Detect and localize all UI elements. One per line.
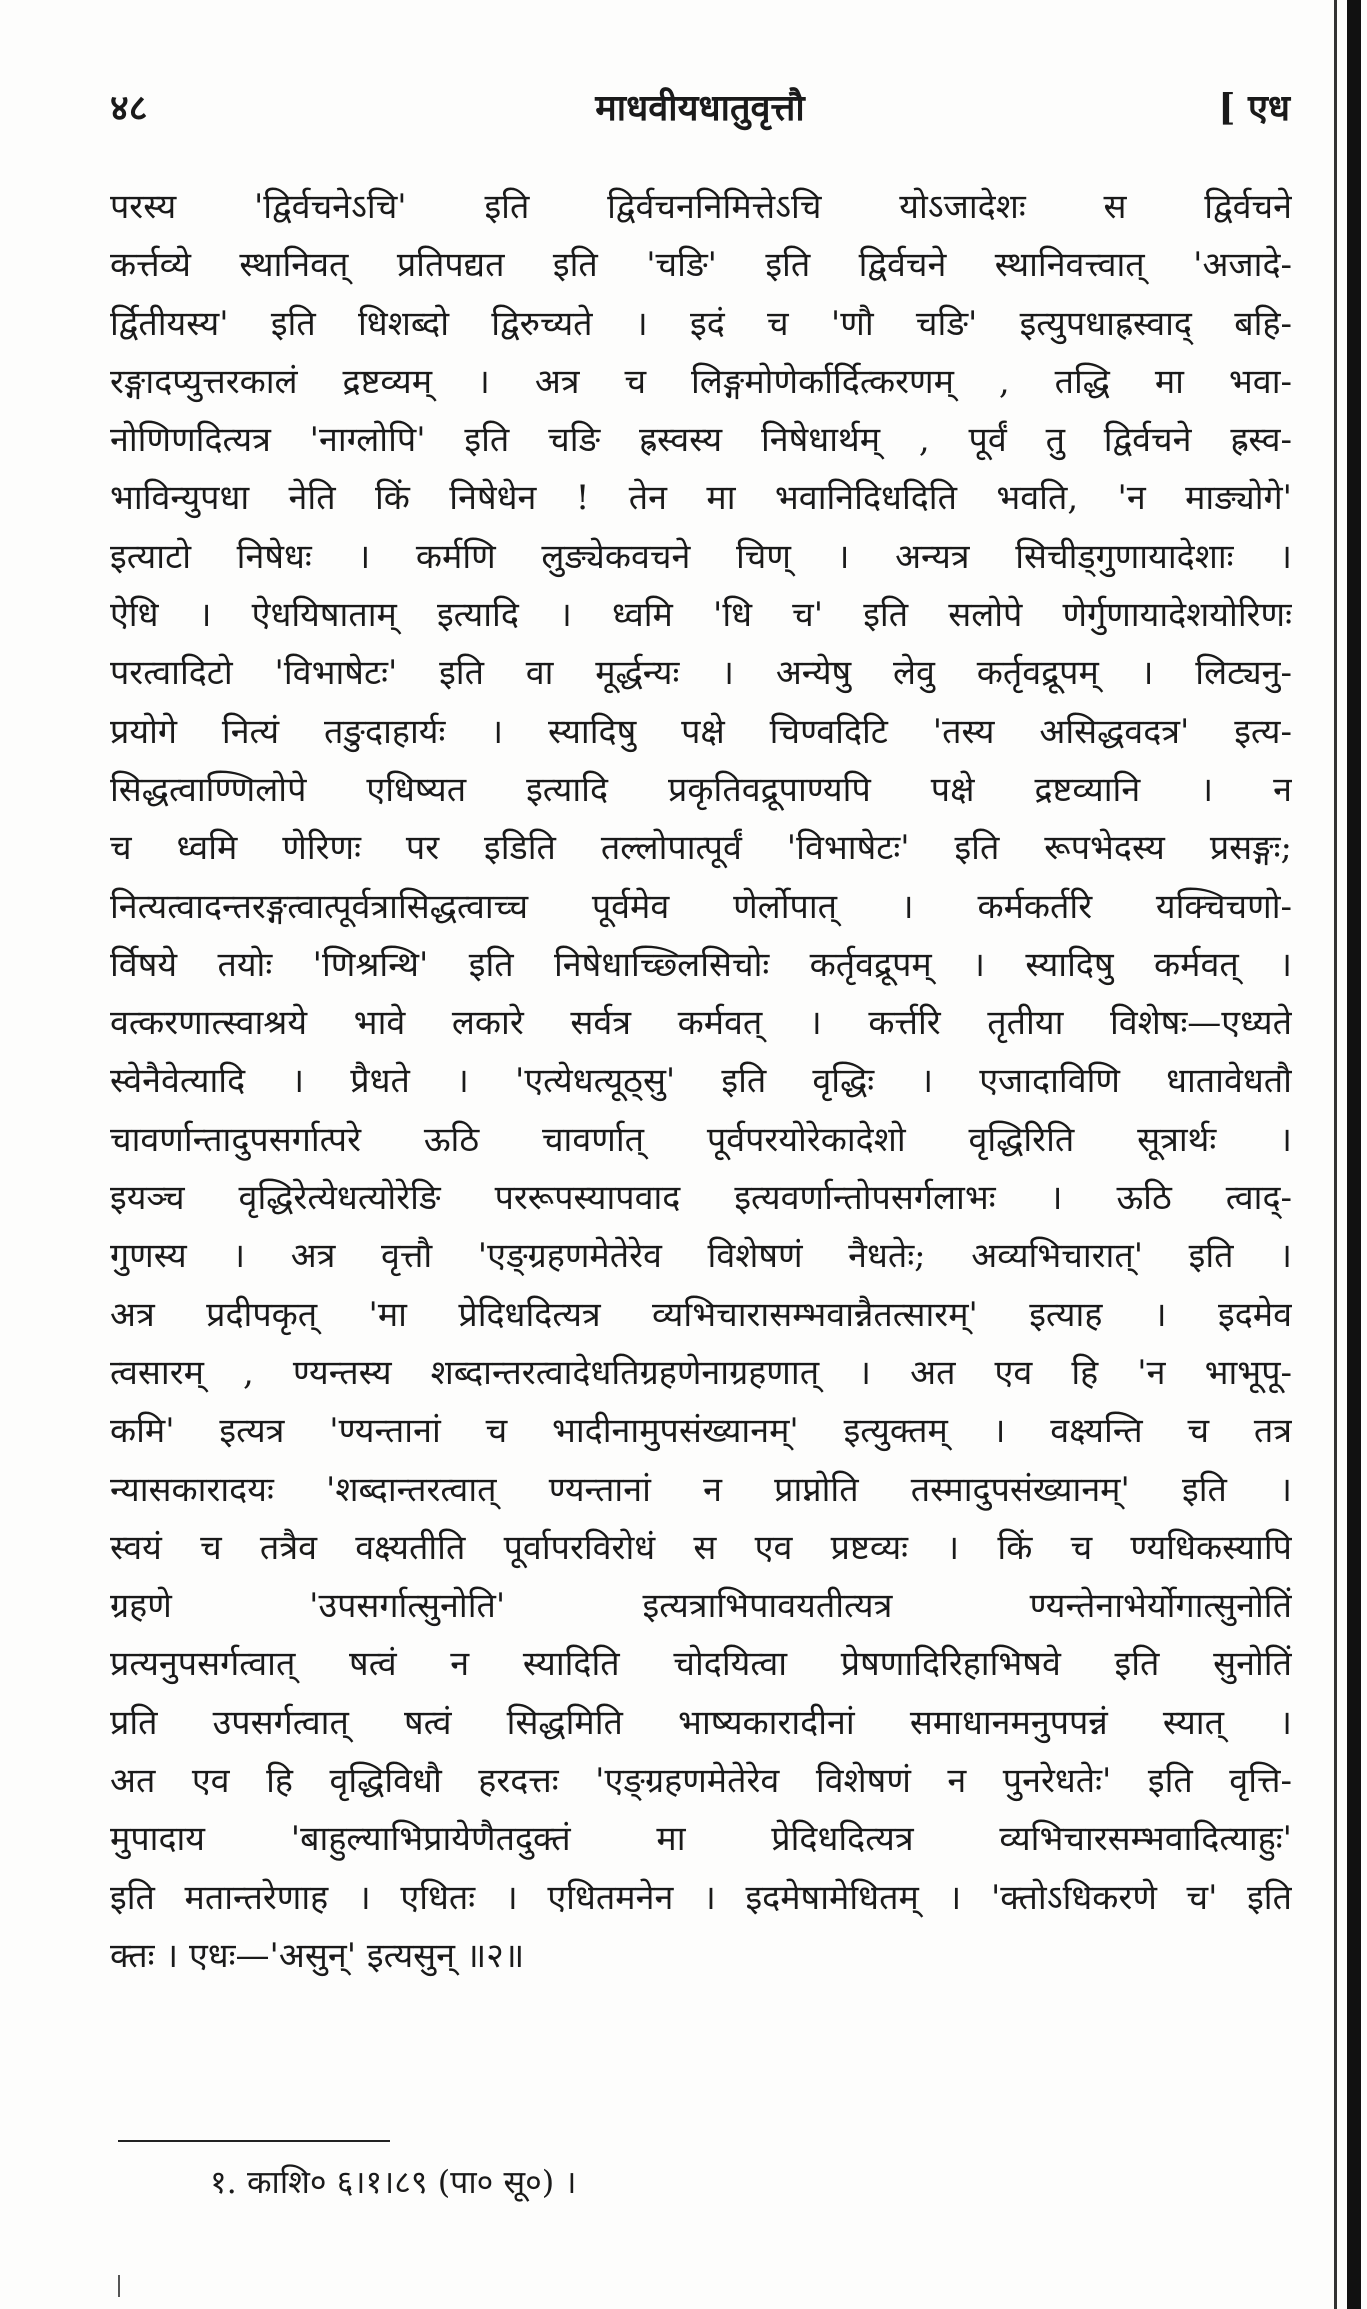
text-line: कर्त्तव्ये स्थानिवत् प्रतिपद्यत इति 'चङि' इति द्विर्वचने स्थानिवत्त्वात् 'अजादे- xyxy=(110,245,1292,286)
running-title: माधवीयधातुवृत्तौ xyxy=(595,87,805,129)
text-line: त्वसारम् , ण्यन्तस्य शब्दान्तरत्वादेधतिग्रहणेनाग्रहणात् । अत एव हि 'न भाभूपू- xyxy=(110,1352,1292,1393)
text-line: गुणस्य । अत्र वृत्तौ 'एङ्ग्रहणमेतेरेव विशेषणं नैधतेः; अव्यभिचारात्' इति । xyxy=(110,1236,1292,1277)
text-line: स्वयं च तत्रैव वक्ष्यतीति पूर्वापरविरोधं स एव प्रष्टव्यः । किं च ण्यधिकस्यापि xyxy=(110,1527,1292,1568)
text-line: अत एव हि वृद्धिविधौ हरदत्तः 'एङ्ग्रहणमेतेरेव विशेषणं न पुनरेधतेः' इति वृत्ति- xyxy=(110,1761,1292,1802)
text-line: कमि' इत्यत्र 'ण्यन्तानां च भादीनामुपसंख्यानम्' इत्युक्तम् । वक्ष्यन्ति च तत्र xyxy=(110,1411,1292,1452)
text-line: इयञ्च वृद्धिरेत्येधत्योरेङि पररूपस्यापवाद इत्यवर्णान्तोपसर्गलाभः । ऊठि त्वाद्- xyxy=(110,1178,1292,1219)
text-line: नोणिणदित्यत्र 'नाग्लोपि' इति चङि ह्रस्वस्य निषेधार्थम् , पूर्वं तु द्विर्वचने ह्रस्व- xyxy=(110,420,1292,461)
page-header xyxy=(110,82,1290,142)
main-text-block xyxy=(110,178,1292,1985)
text-line: सिद्धत्वाण्णिलोपे एधिष्यत इत्यादि प्रकृतिवद्रूपाण्यपि पक्षे द्रष्टव्यानि । न xyxy=(110,769,1292,810)
text-line: र्विषये तयोः 'णिश्रन्थि' इति निषेधाच्छ्लिसिचोः कर्तृवद्रूपम् । स्यादिषु कर्मवत् । xyxy=(110,944,1292,985)
text-line: इति मतान्तरेणाह । एधितः । एधितमनेन । इदमेषामेधितम् । 'क्तोऽधिकरणे च' इति xyxy=(110,1877,1292,1918)
page-number: ४८ xyxy=(110,87,148,129)
text-line: इत्याटो निषेधः । कर्मणि लुङ्येकवचने चिण् । अन्यत्र सिचीड्गुणायादेशाः । xyxy=(110,536,1292,577)
text-line: परत्वादिटो 'विभाषेटः' इति वा मूर्द्धन्यः । अन्येषु लेवु कर्तृवद्रूपम् । लिट्यनु- xyxy=(110,653,1292,694)
text-line: भाविन्युपधा नेति किं निषेधेन ! तेन मा भवानिदिधदिति भवति, 'न माङ्योगे' xyxy=(110,478,1292,519)
text-line: रङ्गादप्युत्तरकालं द्रष्टव्यम् । अत्र च लिङ्गमोणेर्कार्दित्करणम् , तद्धि मा भवा- xyxy=(110,361,1292,402)
text-line: ग्रहणे 'उपसर्गात्सुनोति' इत्यत्राभिपावयतीत्यत्र ण्यन्तेनाभेर्योगात्सुनोतिं xyxy=(110,1586,1292,1627)
text-line: प्रति उपसर्गत्वात् षत्वं सिद्धमिति भाष्यकारादीनां समाधानमनुपपन्नं स्यात् । xyxy=(110,1702,1292,1743)
text-line: च ध्वमि णेरिणः पर इडिति तल्लोपात्पूर्वं 'विभाषेटः' इति रूपभेदस्य प्रसङ्गः; xyxy=(110,828,1292,869)
text-line: प्रत्यनुपसर्गत्वात् षत्वं न स्यादिति चोदयित्वा प्रेषणादिरिहाभिषवे इति सुनोतिं xyxy=(110,1644,1292,1685)
text-line: ऐधि । ऐधयिषाताम् इत्यादि । ध्वमि 'धि च' इति सलोपे णेर्गुणायादेशयोरिणः xyxy=(110,595,1292,636)
text-line: प्रयोगे नित्यं तङुदाहार्यः । स्यादिषु पक्षे चिण्वदिटि 'तस्य असिद्धवदत्र' इत्य- xyxy=(110,711,1292,752)
text-line: वत्करणात्स्वाश्रये भावे लकारे सर्वत्र कर्मवत् । कर्त्तरि तृतीया विशेषः—एध्यते xyxy=(110,1003,1292,1044)
text-line: अत्र प्रदीपकृत् 'मा प्रेदिधदित्यत्र व्यभिचारासम्भवान्नैतत्सारम्' इत्याह । इदमेव xyxy=(110,1294,1292,1335)
scan-speck xyxy=(118,2275,120,2297)
text-line: मुपादाय 'बाहुल्याभिप्रायेणैतदुक्तं मा प्रेदिधदित्यत्र व्यभिचारसम्भवादित्याहुः' xyxy=(110,1819,1292,1860)
binding-edge-line xyxy=(1334,0,1337,2309)
text-line: र्द्वितीयस्य' इति धिशब्दो द्विरुच्यते । इदं च 'णौ चङि' इत्युपधाह्रस्वाद् बहि- xyxy=(110,303,1292,344)
text-line: चावर्णान्तादुपसर्गात्परे ऊठि चावर्णात् पूर्वपरयोरेकादेशो वृद्धिरिति सूत्रार्थः । xyxy=(110,1119,1292,1160)
text-line: न्यासकारादयः 'शब्दान्तरत्वात् ण्यन्तानां न प्राप्नोति तस्मादुपसंख्यानम्' इति । xyxy=(110,1469,1292,1510)
text-line: स्वेनैवेत्यादि । प्रैधते । 'एत्येधत्यूठ्सु' इति वृद्धिः । एजादाविणि धातावेधतौ xyxy=(110,1061,1292,1102)
text-line: क्तः । एधः—'असुन्' इत्यसुन् ॥२॥ xyxy=(110,1935,525,1976)
footnote-rule xyxy=(118,2140,390,2142)
running-section-label: [ एध xyxy=(1218,87,1290,129)
footnote: १. काशि० ६।१।८९ (पा० सू०) । xyxy=(210,2163,577,2201)
binding-edge xyxy=(1347,0,1361,2309)
text-line: नित्यत्वादन्तरङ्गत्वात्पूर्वत्रासिद्धत्वाच्च पूर्वमेव णेर्लोपात् । कर्मकर्तरि यक्चिचणो- xyxy=(110,886,1292,927)
text-line: परस्य 'द्विर्वचनेऽचि' इति द्विर्वचननिमित्तेऽचि योऽजादेशः स द्विर्वचने xyxy=(110,187,1292,227)
